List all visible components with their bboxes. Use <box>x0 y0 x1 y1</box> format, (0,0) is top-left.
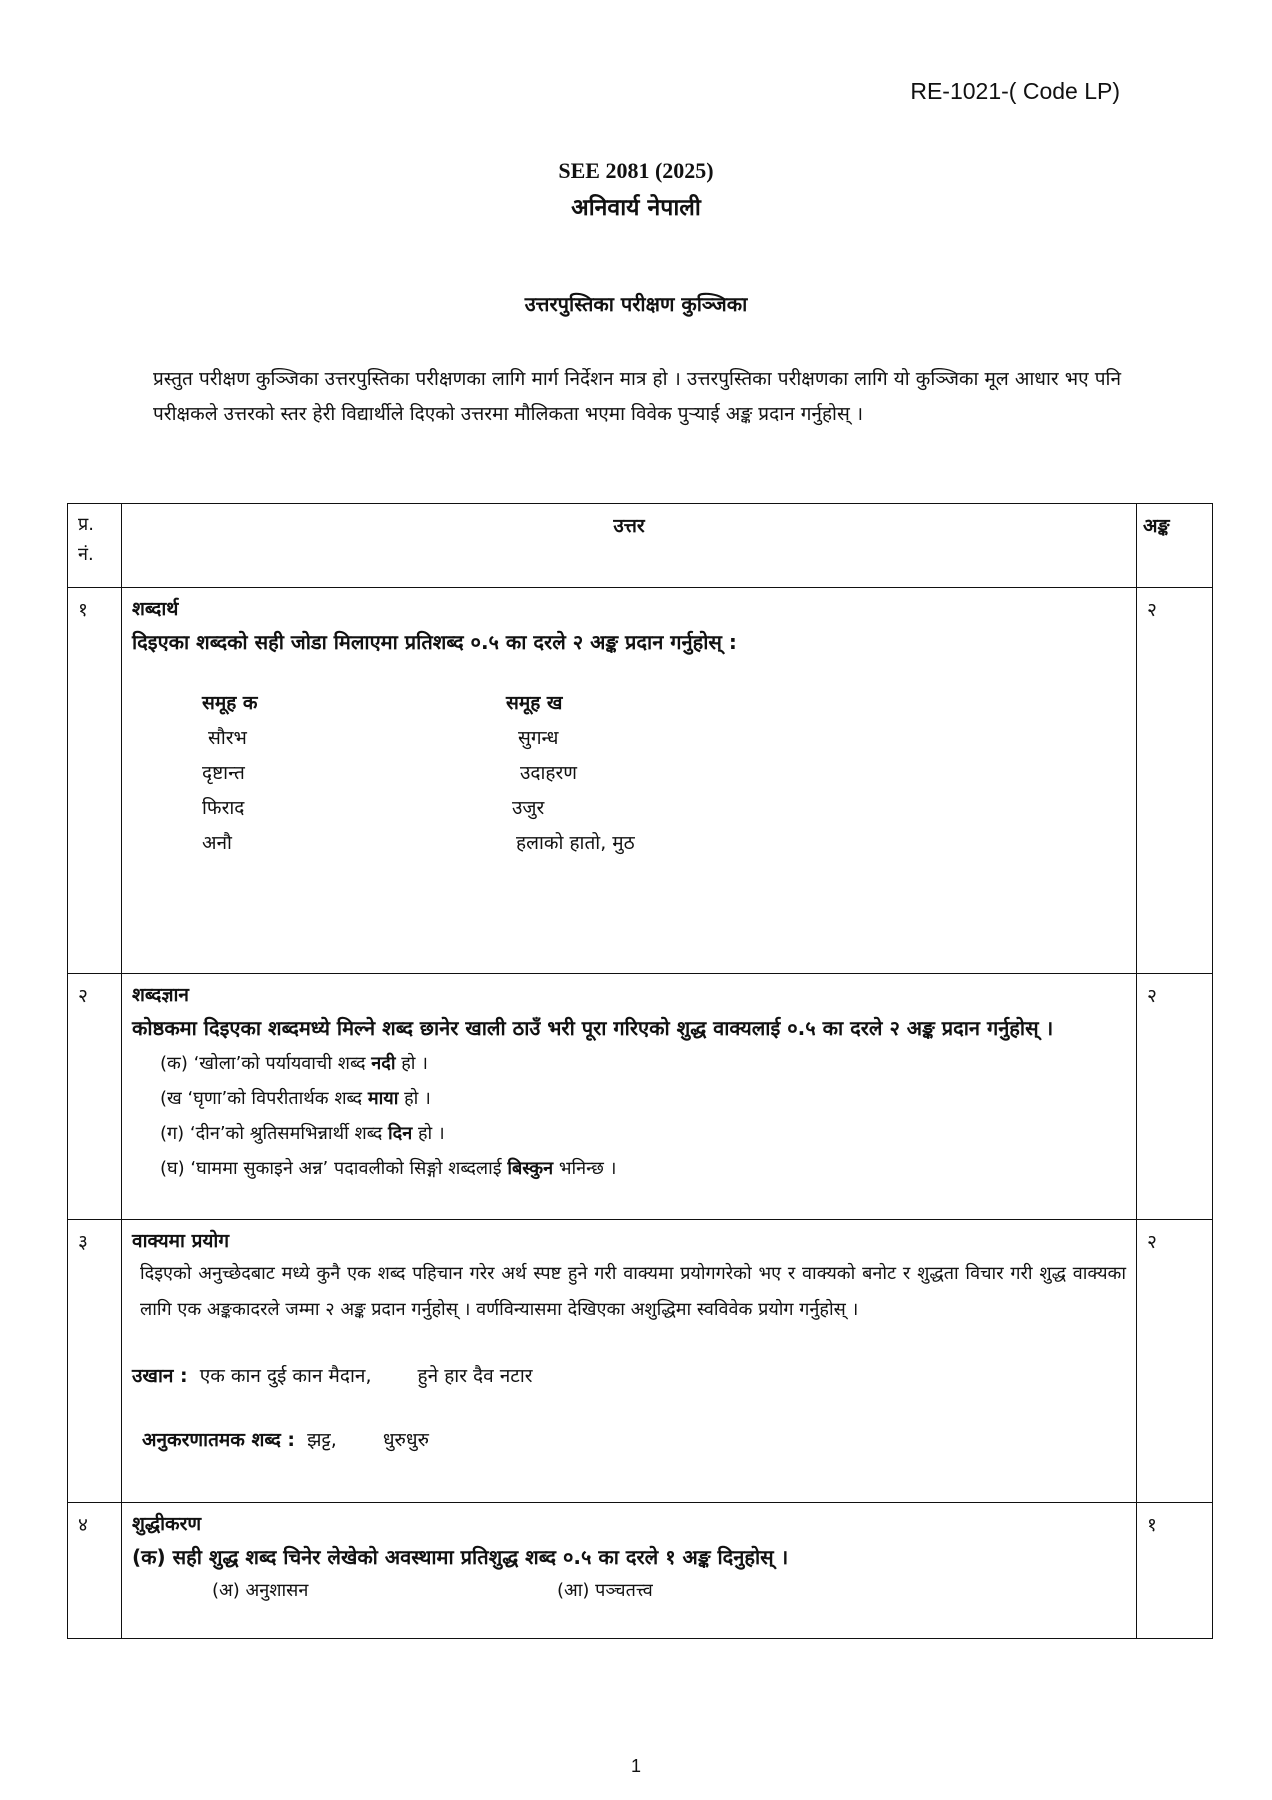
onomatopoeia-label: अनुकरणातमक शब्द : <box>142 1429 296 1451</box>
group-b-word: हलाको हातो, मुठ <box>516 832 635 854</box>
question-number: ३ <box>68 1220 122 1503</box>
proverb-line <box>132 1358 1126 1394</box>
proverb-example: एक कान दुई कान मैदान, <box>199 1365 372 1387</box>
item-text: हो । <box>395 1053 428 1074</box>
page-number: 1 <box>630 1756 641 1776</box>
question-instruction: दिइएका शब्दको सही जोडा मिलाएमा प्रतिशब्द ०.५ का दरले २ अङ्क प्रदान गर्नुहोस् : <box>132 630 737 654</box>
item-answer: माया <box>367 1088 399 1109</box>
question-heading: शब्दज्ञान <box>132 984 189 1006</box>
proverb-example: हुने हार दैव नटार <box>417 1365 533 1387</box>
group-b-word: उदाहरण <box>520 762 578 784</box>
onomatopoeia-example: धुरुधुरु <box>382 1429 429 1451</box>
table-row <box>68 974 1213 1220</box>
item-text: (ख ‘घृणा’को विपरीतार्थक शब्द <box>160 1088 368 1109</box>
answer-item <box>132 1116 1126 1151</box>
question-instruction: कोष्ठकमा दिइएका शब्दमध्ये मिल्ने शब्द छानेर खाली ठाउँ भरी पूरा गरिएको शुद्ध वाक्यलाई ०.५ का दरले २ अङ्क प्रदान गर्नुहोस् । <box>132 1016 1054 1040</box>
intro-paragraph: प्रस्तुत परीक्षण कुञ्जिका उत्तरपुस्तिका परीक्षणका लागि मार्ग निर्देशन मात्र हो । उत्तरपुस्तिका परीक्षणका लागि यो कुञ्जिका मूल आधार भए पनि परीक्षकले उत्तरको स्तर हेरी विद्यार्थीले दिएको उत्तरमा मौलिकता भएमा विवेक पुऱ्याई अङ्क प्रदान गर्नुहोस् । <box>153 368 1121 425</box>
question-heading: शुद्धीकरण <box>132 1513 202 1535</box>
column-header-answer: उत्तर <box>122 504 1137 588</box>
group-b-word: सुगन्ध <box>518 727 559 749</box>
item-text: (ग) ‘दीन’को श्रुतिसमभिन्नार्थी शब्द <box>160 1123 388 1144</box>
group-b-word: उजुर <box>512 797 545 819</box>
answer-key-table <box>67 503 1213 1639</box>
onomatopoeia-line <box>132 1422 1126 1458</box>
subject-title: अनिवार्य नेपाली <box>571 195 701 221</box>
marks-value: २ <box>1137 1220 1213 1503</box>
answer-item <box>132 1151 1126 1186</box>
item-text: भनिन्छ । <box>553 1158 617 1179</box>
column-header-marks: अङ्क <box>1137 504 1213 588</box>
answer-item <box>132 1081 1126 1116</box>
item-text: (घ) ‘घाममा सुकाइने अन्न’ पदावलीको सिङ्गो शब्दलाई <box>160 1158 508 1179</box>
key-title: उत्तरपुस्तिका परीक्षण कुञ्जिका <box>524 292 748 316</box>
group-a-word: फिराद <box>202 797 245 819</box>
question-instruction: (क) सही शुद्ध शब्द चिनेर लेखेको अवस्थामा प्रतिशुद्ध शब्द ०.५ का दरले १ अङ्क दिनुहोस् । <box>132 1545 789 1569</box>
item-text: हो । <box>398 1088 431 1109</box>
item-answer: बिस्कुन <box>507 1158 554 1179</box>
answer-item <box>132 1046 1126 1081</box>
correction-item: (अ) अनुशासन <box>212 1580 309 1601</box>
correction-item: (आ) पञ्चतत्त्व <box>557 1580 653 1601</box>
item-text: हो । <box>412 1123 445 1144</box>
document-code: RE-1021-( Code LP) <box>910 78 1120 104</box>
question-number: ४ <box>68 1503 122 1639</box>
matching-groups <box>202 686 1126 861</box>
table-row <box>68 1220 1213 1503</box>
group-a-heading: समूह क <box>202 692 258 714</box>
item-answer: दिन <box>388 1123 413 1144</box>
marks-value: २ <box>1137 588 1213 974</box>
answer-cell <box>122 588 1137 974</box>
proverb-label: उखान : <box>132 1365 188 1387</box>
table-row <box>68 1503 1213 1639</box>
group-a-word: सौरभ <box>208 727 247 749</box>
question-instruction: दिइएको अनुच्छेदबाट मध्ये कुनै एक शब्द पहिचान गरेर अर्थ स्पष्ट हुने गरी वाक्यमा प्रयोगगरेको भए र वाक्यको बनोट र शुद्धता विचार गरी शुद्ध वाक्यका लागि एक अङ्ककादरले जम्मा २ अङ्क प्रदान गर्नुहोस् । वर्णविन्यासमा देखिएका अशुद्धिमा स्वविवेक प्रयोग गर्नुहोस् । <box>140 1263 1126 1320</box>
marks-value: १ <box>1137 1503 1213 1639</box>
question-heading: वाक्यमा प्रयोग <box>132 1230 230 1252</box>
group-a-word: दृष्टान्त <box>202 762 245 784</box>
answer-cell <box>122 974 1137 1220</box>
item-answer: नदी <box>371 1053 396 1074</box>
answer-cell <box>122 1220 1137 1503</box>
group-a-word: अनौ <box>202 832 232 854</box>
marks-value: २ <box>1137 974 1213 1220</box>
group-b-heading: समूह ख <box>506 692 563 714</box>
question-heading: शब्दार्थ <box>132 598 179 620</box>
column-header-question-number: प्र. नं. <box>68 504 122 588</box>
table-header-row <box>68 504 1213 588</box>
onomatopoeia-example: झट्ट, <box>307 1429 337 1451</box>
question-number: १ <box>68 588 122 974</box>
exam-title: SEE 2081 (2025) <box>558 158 714 183</box>
item-text: (क) ‘खोला’को पर्यायवाची शब्द <box>160 1053 372 1074</box>
question-number: २ <box>68 974 122 1220</box>
correction-items <box>212 1575 1126 1607</box>
table-row <box>68 588 1213 974</box>
answer-cell <box>122 1503 1137 1639</box>
